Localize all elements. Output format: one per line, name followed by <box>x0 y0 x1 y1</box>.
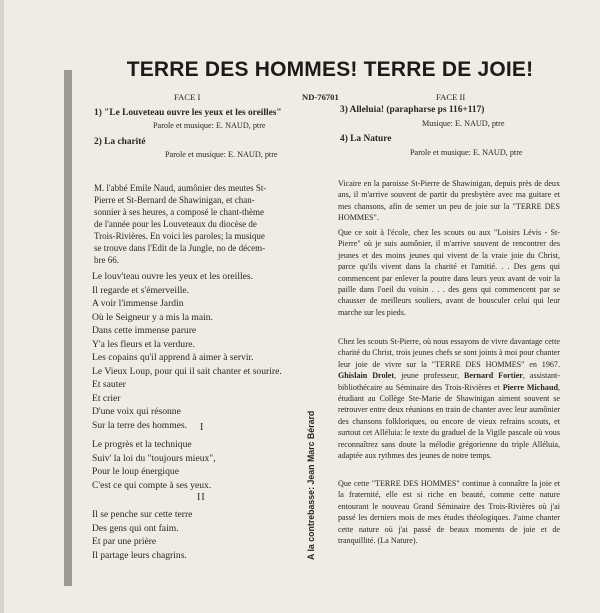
intro-line: bre 66. <box>94 255 119 265</box>
poem-line: Y'a les fleurs et la verdure. <box>92 338 195 350</box>
poem-line: Et par une prière <box>92 536 157 547</box>
text-run: , assistant-bibliothécaire au Séminaire des Trois-Rivières et <box>338 371 560 392</box>
poem-line: Suiv' la loi du "toujours mieux", <box>92 452 216 464</box>
intro-line: M. l'abbé Emile Naud, aumônier des meutes St- <box>94 183 267 193</box>
liner-notes-p1 <box>338 178 560 224</box>
poem-line: Pour le loup énergique <box>92 466 179 477</box>
liner-notes-p4 <box>338 478 560 546</box>
poem-line: Les copains qu'il apprend à aimer à servir. <box>92 352 254 363</box>
poem-stanza-1 <box>92 270 282 432</box>
text-run: , jeune professeur, <box>394 371 459 381</box>
poem-line: Le Vieux Loup, pour qui il sait chanter et sourire. <box>92 365 282 377</box>
stanza-numeral: II <box>197 492 206 503</box>
face1-label: FACE I <box>174 92 201 102</box>
poem-line: Il se penche sur cette terre <box>92 509 193 520</box>
track-number: 4) <box>340 134 348 144</box>
paragraph: Que ce soit à l'école, chez les scouts ou aux "Loisirs Lévis - St-Pierre" où je suis aumônier, il m'arrive souvent de rencontrer des jeunes et des moins jeunes qui vivent de la vraie joie du Christ, parce qu'ils vivent dans la charité et l'amitié. . . Des gens qui commencent par enlever la poutre dans leurs yeux avant de voir la paille dans l'oeil du voisin . . . des gens qui commencent par se chausser de meilleurs souliers, avant de bousculer celui qui leur marche sur les pieds. <box>338 228 560 317</box>
intro-line: de l'année pour les Louveteaux du diocèse de <box>94 219 257 229</box>
stanza-numeral: I <box>200 422 205 433</box>
liner-notes-p2 <box>338 227 560 318</box>
poem-line: Il partage leurs chagrins. <box>92 549 187 561</box>
poem-line: Le louv'teau ouvre les yeux et les oreilles. <box>92 271 254 282</box>
person-name: Bernard Fortier <box>463 371 523 381</box>
track-1 <box>94 108 282 118</box>
track-title: "Le Louveteau ouvre les yeux et les oreilles" <box>104 108 282 118</box>
person-name: Ghislain Drolet <box>338 371 395 381</box>
track-3 <box>340 105 484 115</box>
poem-line: A voir l'immense Jardin <box>92 298 184 309</box>
paragraph <box>338 336 560 461</box>
page-title: TERRE DES HOMMES! TERRE DE JOIE! <box>126 58 534 81</box>
poem-line: Où le Seigneur y a mis la main. <box>92 311 213 323</box>
spine-bar <box>64 70 72 586</box>
poem-stanza-3 <box>92 508 192 562</box>
poem-line: Et sauter <box>92 379 126 390</box>
track-credit: Musique: E. NAUD, ptre <box>422 119 505 128</box>
poem-line: Dans cette immense parure <box>92 325 197 336</box>
paragraph: Vicaire en la paroisse St-Pierre de Shawinigan, depuis près de deux ans, il m'arrive souvent de partir du presbytère avec ma guitare et mes chansons, afin de semer un peu de joie sur la "TERRE DES HOMMES". <box>338 179 560 223</box>
track-credit: Parole et musique: E. NAUD, ptre <box>165 150 278 159</box>
paragraph: Que cette "TERRE DES HOMMES" continue à connaître la joie et la fraternité, elle est si riche en beauté, comme cette nature entourant le nouveau Grand Séminaire des Trois-Rivières où j'ai passé les derniers mois de mes études théologiques. J'aime chanter cette nature où j'ai passé de beaux moments de joie et de tranquillité. (La Nature). <box>338 479 560 546</box>
track-credit: Parole et musique: E. NAUD, ptre <box>410 148 523 157</box>
poem-line: Et crier <box>92 392 121 404</box>
liner-notes-p3 <box>338 336 560 461</box>
intro-line: se trouve dans l'Edit de la Jungle, no de décem- <box>94 243 266 253</box>
poem-line: C'est ce qui compte à ses yeux. <box>92 479 212 491</box>
track-2 <box>94 137 146 147</box>
intro-line: Trois-Rivières. En voici les paroles; la musique <box>94 231 265 241</box>
track-title: La Nature <box>350 134 392 144</box>
poem-line: Sur la terre des hommes. <box>92 419 188 431</box>
text-run: , étudiant au Collège Ste-Marie de Shawinigan aiment souvent se retrouver entre deux réunions en train de chanter avec leur aumônier des chansons folkloriques, ou encore de vieux refrains scouts, et surtout cet Alléluia: le texte du graduel de la Vigile pascale où vous reconnaîtrez sans doute la mélodie grégorienne du triple Alléluia, adaptée aux rythmes des jeunes de notre temps. <box>338 382 560 461</box>
catalog-number: ND-76701 <box>302 92 339 102</box>
poem-line: Il regarde et s'émerveille. <box>92 284 190 296</box>
face2-label: FACE II <box>436 92 466 102</box>
poem-line: D'une voix qui résonne <box>92 406 181 417</box>
track-title: Alleluia! (parapharse ps 116+117) <box>349 105 485 115</box>
track-number: 2) <box>94 137 102 147</box>
track-credit: Parole et musique: E. NAUD, ptre <box>153 121 266 130</box>
sleeve-edge <box>0 0 4 613</box>
side-credit: A la contrebasse: Jean Marc Bérard <box>306 410 316 560</box>
intro-paragraph <box>94 182 300 266</box>
poem-stanza-2 <box>92 438 216 492</box>
person-name: Pierre Michaud <box>502 382 558 392</box>
track-number: 3) <box>340 105 348 115</box>
poem-line: Des gens qui ont faim. <box>92 522 179 534</box>
text-run: Chez les scouts St-Pierre, où nous essayons de vivre davantage cette charité du Christ, trois jeunes chefs se sont joints à moi pour chanter leur joie de vivre sur la "TERRE DES HOMMES" en 1967. <box>338 337 560 369</box>
intro-line: Pierre et St-Bernard de Shawinigan, et chan- <box>94 195 255 205</box>
track-title: La charité <box>104 137 146 147</box>
track-4 <box>340 134 391 144</box>
intro-line: sonnier à ses heures, a composé le chant-thème <box>94 207 264 217</box>
poem-line: Le progrès et la technique <box>92 439 192 450</box>
track-number: 1) <box>94 108 102 118</box>
